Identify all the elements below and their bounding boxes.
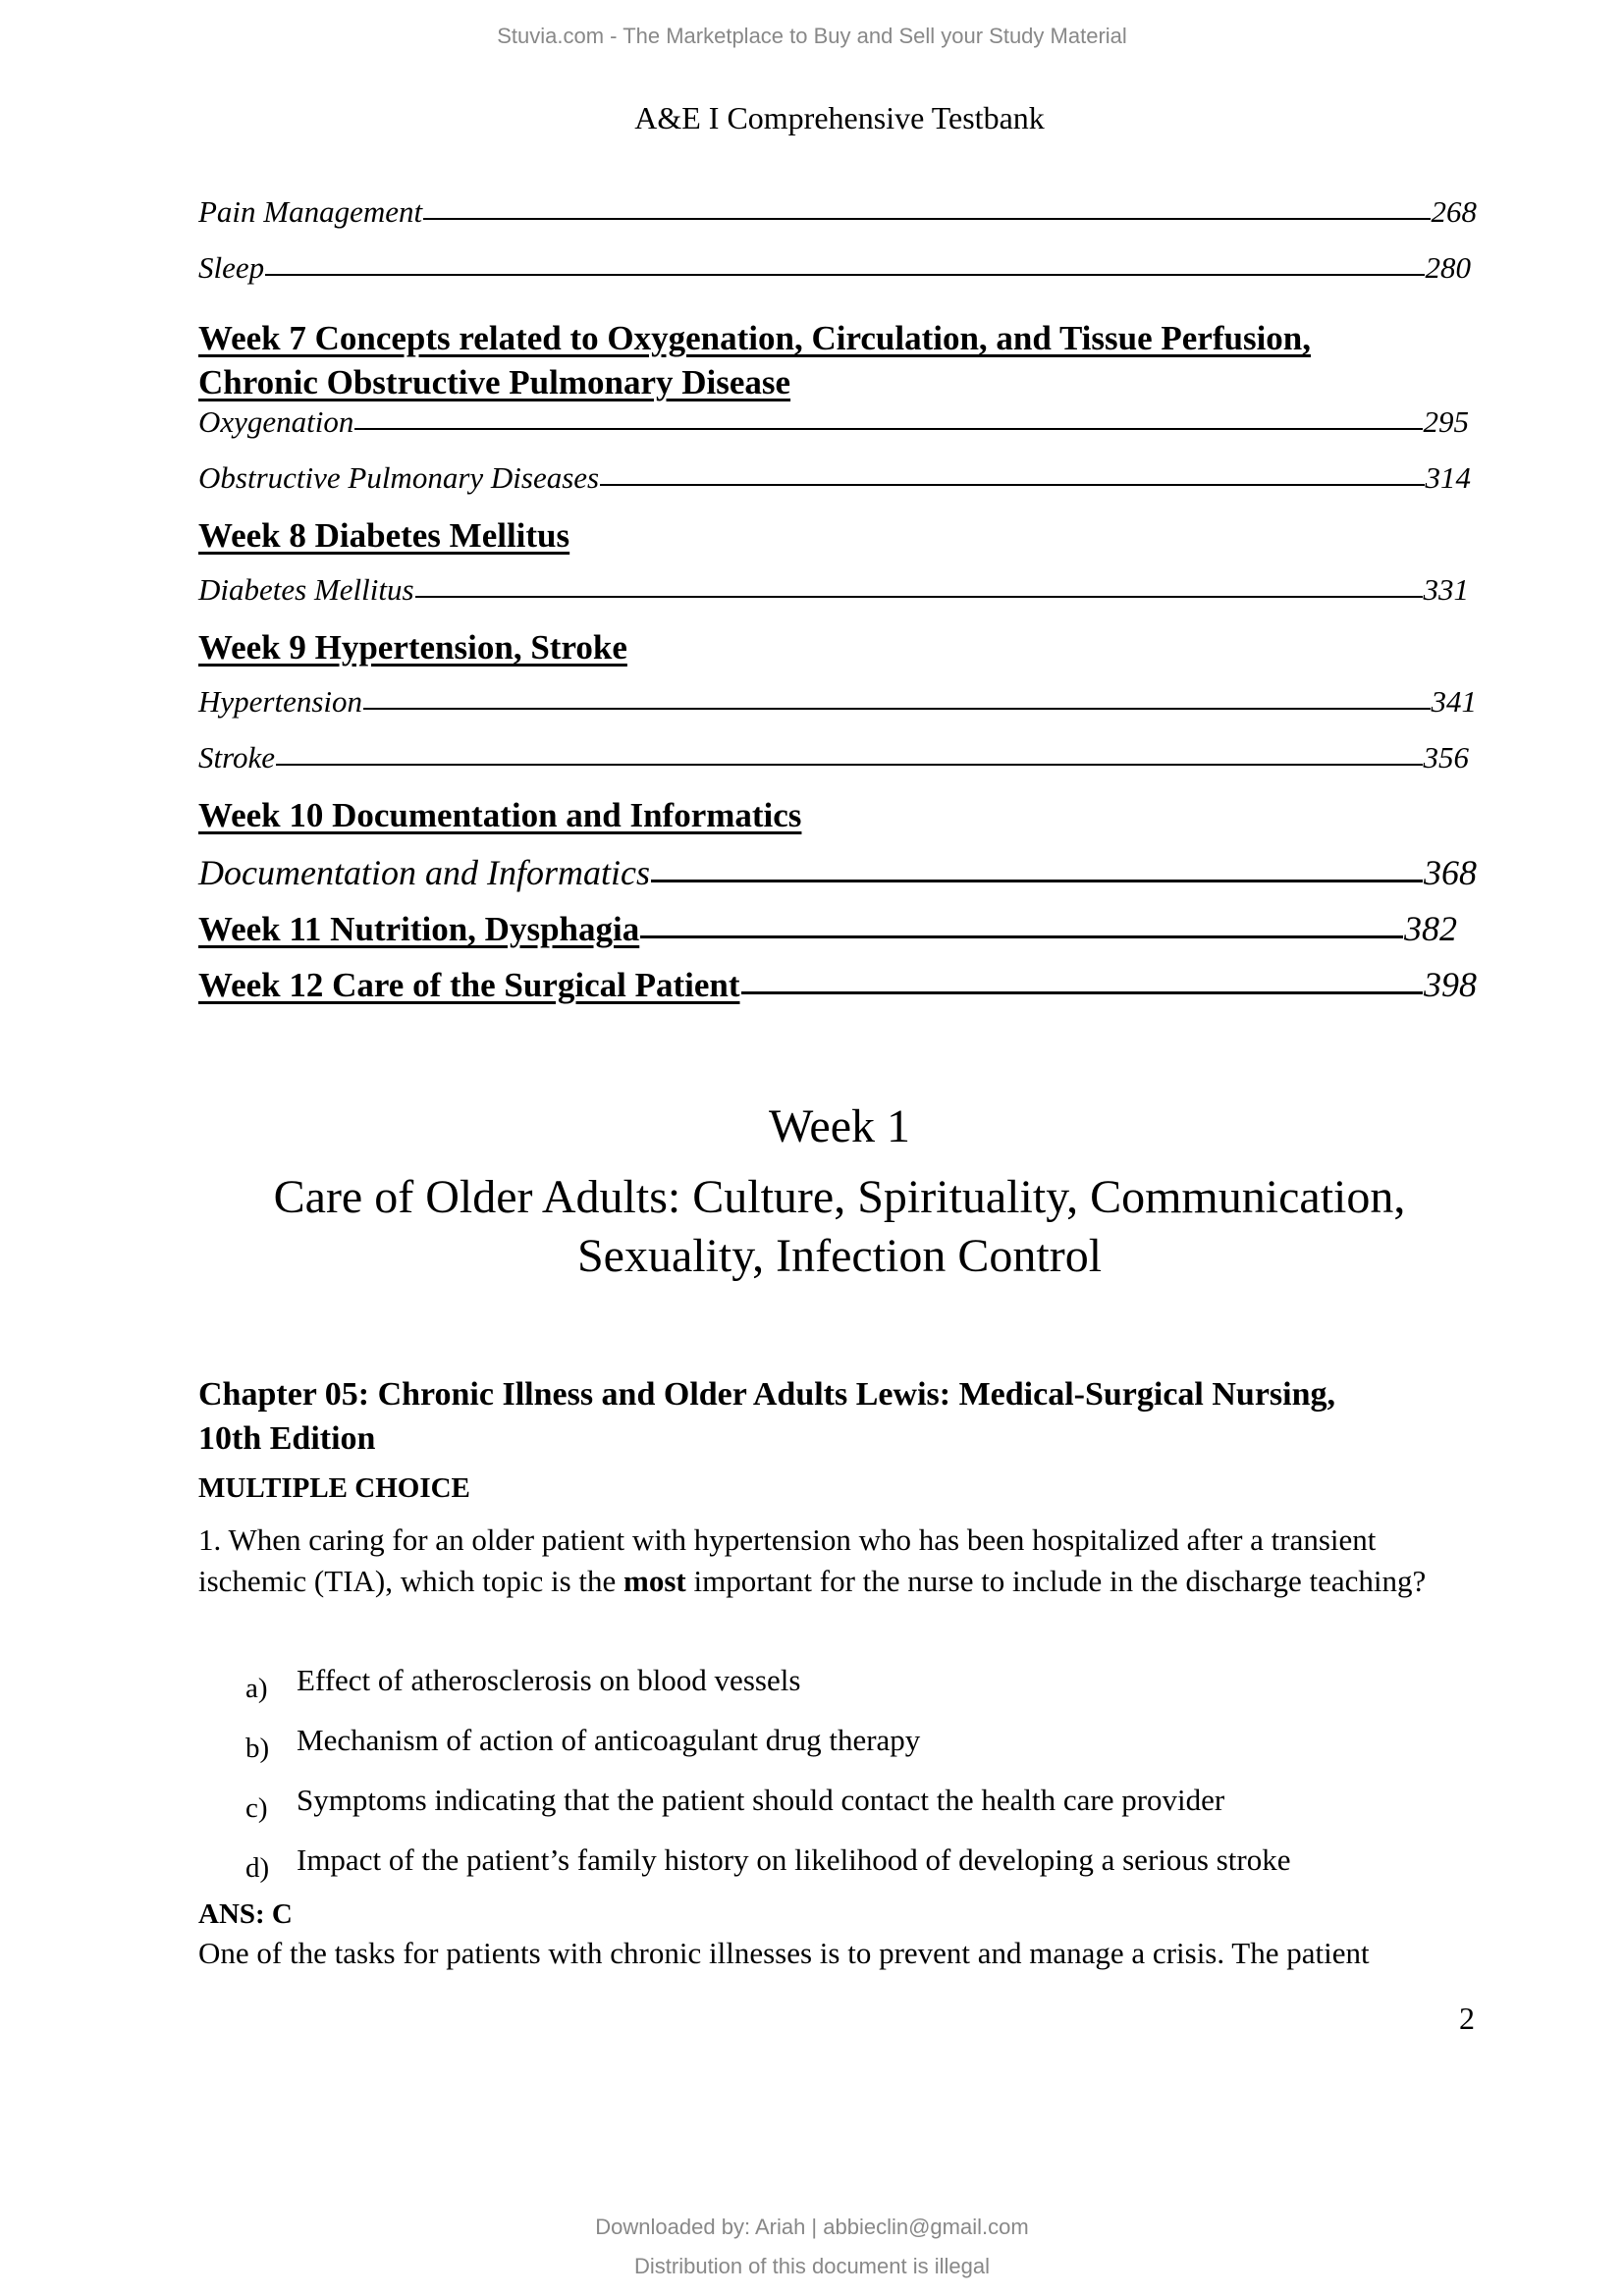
toc-entry-label: Diabetes Mellitus [198,572,414,607]
chapter-title [198,1372,1485,1461]
toc-entry[interactable] [198,852,1477,908]
toc-entry-page: 341 [1431,684,1477,719]
toc-entry-page: 280 [1425,250,1471,285]
toc-entry-label: Obstructive Pulmonary Diseases [198,460,600,495]
toc-week-heading[interactable] [198,516,1477,572]
toc-leader-line [600,484,1424,486]
toc-entry-page: 368 [1424,853,1477,892]
toc-entry-page: 268 [1431,194,1477,229]
toc-entry[interactable] [198,404,1477,460]
answer-key: ANS: C [198,1898,293,1930]
toc-entry-label: Stroke [198,740,276,774]
week-subheading [0,1168,1624,1286]
toc-entry[interactable] [198,460,1477,516]
toc-entry[interactable] [198,250,1477,306]
answer-option-d[interactable] [245,1842,1291,1884]
toc-entry-page: 295 [1423,404,1469,439]
toc-entry-label: Oxygenation [198,404,354,439]
toc-leader-line [276,764,1422,766]
answer-option-c[interactable] [245,1783,1225,1824]
toc-leader-line [651,880,1423,882]
toc-week-label-cont: Chronic Obstructive Pulmonary Disease [198,363,791,401]
question-text-part1: When caring for an older patient with hypertension who has been hospitalized after a transient ischemic (TIA), which topic is the [198,1522,1377,1598]
toc-week-heading[interactable] [198,628,1477,684]
download-info-footer: Downloaded by: Ariah | abbieclin@gmail.com [595,2215,1029,2239]
question-emphasis: most [623,1564,686,1598]
toc-week-label: Week 11 Nutrition, Dysphagia [198,910,640,948]
chapter-title-line2: 10th Edition [198,1420,376,1457]
toc-entry-page: 331 [1423,572,1469,607]
toc-week-label: Week 10 Documentation and Informatics [198,796,802,834]
toc-entry-page: 314 [1425,460,1471,495]
table-of-contents [198,194,1477,1020]
answer-option-a[interactable] [245,1663,801,1704]
option-text: Impact of the patient’s family history on likelihood of developing a serious stroke [297,1842,1291,1877]
toc-entry-label: Documentation and Informatics [198,853,650,892]
toc-leader-line [415,596,1423,598]
option-letter: d) [245,1852,270,1884]
toc-leader-line [363,708,1430,710]
stuvia-watermark-header: Stuvia.com - The Marketplace to Buy and Sell your Study Material [497,24,1127,48]
toc-leader-line [640,935,1403,938]
question-text-part2: important for the nurse to include in the discharge teaching? [685,1564,1427,1598]
toc-week-heading[interactable] [198,964,1477,1020]
chapter-title-line1: Chapter 05: Chronic Illness and Older Adults Lewis: Medical-Surgical Nursing, [198,1376,1335,1413]
toc-entry[interactable] [198,684,1477,740]
toc-entry[interactable] [198,194,1477,250]
week-subheading-line1: Care of Older Adults: Culture, Spirituality, Communication, [273,1171,1406,1223]
document-title: A&E I Comprehensive Testbank [634,100,1045,135]
toc-week-label: Week 12 Care of the Surgical Patient [198,966,740,1004]
answer-rationale: One of the tasks for patients with chronic illnesses is to prevent and manage a crisis. The patient [198,1936,1370,1970]
answer-option-b[interactable] [245,1723,921,1764]
week-subheading-line2: Sexuality, Infection Control [576,1230,1103,1282]
toc-entry[interactable] [198,572,1477,628]
toc-week-label: Week 8 Diabetes Mellitus [198,516,570,555]
toc-entry-page: 382 [1404,909,1457,948]
option-letter: c) [245,1792,268,1824]
toc-entry[interactable] [198,740,1477,796]
toc-week-heading[interactable] [198,796,1477,852]
toc-week-heading[interactable] [198,306,1477,404]
option-text: Symptoms indicating that the patient should contact the health care provider [297,1783,1225,1817]
toc-leader-line [265,274,1424,276]
option-letter: b) [245,1733,270,1764]
page-number: 2 [1459,2001,1475,2036]
distribution-notice-footer: Distribution of this document is illegal [634,2254,990,2278]
toc-leader-line [354,428,1422,430]
toc-entry-page: 398 [1424,965,1477,1004]
toc-week-label: Week 9 Hypertension, Stroke [198,628,627,667]
toc-leader-line [423,218,1430,220]
option-text: Mechanism of action of anticoagulant drug therapy [297,1723,921,1757]
toc-entry-page: 356 [1423,740,1469,774]
toc-entry-label: Pain Management [198,194,423,229]
option-letter: a) [245,1673,268,1704]
toc-week-label: Week 7 Concepts related to Oxygenation, Circulation, and Tissue Perfusion, [198,319,1312,357]
week-heading: Week 1 [768,1100,911,1152]
option-text: Effect of atherosclerosis on blood vessels [297,1663,801,1697]
section-label: MULTIPLE CHOICE [198,1472,470,1504]
toc-week-heading[interactable] [198,908,1477,964]
toc-leader-line [741,991,1424,994]
toc-entry-label: Hypertension [198,684,363,719]
question-stem [198,1520,1485,1602]
question-number: 1. [198,1522,222,1557]
toc-entry-label: Sleep [198,250,265,285]
